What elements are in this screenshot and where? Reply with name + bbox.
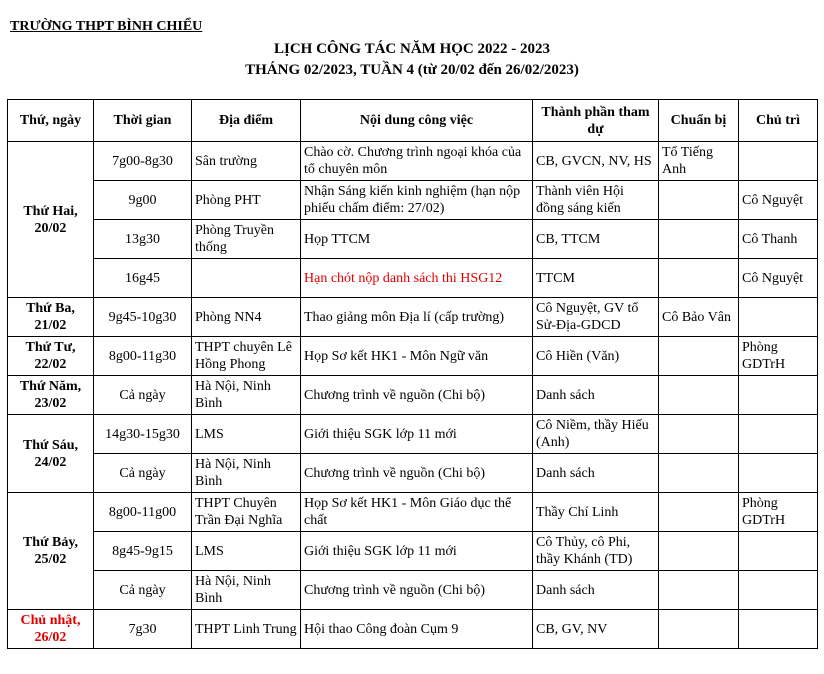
place-cell: LMS xyxy=(192,532,301,571)
day-name: Thứ Hai, xyxy=(23,203,78,219)
host-cell xyxy=(739,376,818,415)
time-cell: 13g30 xyxy=(94,220,192,259)
participants-cell: Cô Hiền (Văn) xyxy=(533,337,659,376)
day-name: Thứ Năm, xyxy=(19,379,82,394)
col-header-participants: Thành phần tham dự xyxy=(533,100,659,142)
prep-cell xyxy=(659,454,739,493)
host-cell xyxy=(739,415,818,454)
place-cell: THPT Chuyên Trần Đại Nghĩa xyxy=(192,493,301,532)
day-name: Thứ Sáu, xyxy=(22,437,79,453)
participants-cell: CB, TTCM xyxy=(533,220,659,259)
participants-cell: CB, GVCN, NV, HS xyxy=(533,142,659,181)
host-cell: Cô Nguyệt xyxy=(739,181,818,220)
prep-cell xyxy=(659,532,739,571)
time-cell: Cả ngày xyxy=(94,454,192,493)
col-header-day: Thứ, ngày xyxy=(8,100,94,142)
prep-cell: Cô Bảo Vân xyxy=(659,298,739,337)
host-cell xyxy=(739,298,818,337)
content-cell: Hội thao Công đoàn Cụm 9 xyxy=(301,610,533,649)
col-header-host: Chủ trì xyxy=(739,100,818,142)
host-cell: Cô Thanh xyxy=(739,220,818,259)
host-cell xyxy=(739,610,818,649)
col-header-content: Nội dung công việc xyxy=(301,100,533,142)
prep-cell xyxy=(659,259,739,298)
content-cell: Chương trình về nguồn (Chi bộ) xyxy=(301,571,533,610)
content-cell: Nhận Sáng kiến kinh nghiệm (hạn nộp phiếu chấm điểm: 27/02) xyxy=(301,181,533,220)
day-date: 26/02 xyxy=(34,630,67,645)
schedule-table xyxy=(7,99,818,649)
content-cell: Thao giảng môn Địa lí (cấp trường) xyxy=(301,298,533,337)
day-date: 22/02 xyxy=(34,357,67,372)
day-name: Thứ Ba, xyxy=(26,301,75,316)
content-cell: Chào cờ. Chương trình ngoại khóa của tổ chuyên môn xyxy=(301,142,533,181)
day-date: 20/02 xyxy=(34,220,67,236)
day-date: 23/02 xyxy=(34,396,67,411)
prep-cell xyxy=(659,610,739,649)
col-header-prep: Chuẩn bị xyxy=(659,100,739,142)
prep-cell xyxy=(659,220,739,259)
content-cell: Chương trình về nguồn (Chi bộ) xyxy=(301,376,533,415)
day-date: 21/02 xyxy=(34,318,67,333)
day-cell xyxy=(8,610,94,649)
schedule-body xyxy=(8,142,818,649)
place-cell: Phòng Truyền thống xyxy=(192,220,301,259)
content-cell: Họp Sơ kết HK1 - Môn Giáo dục thể chất xyxy=(301,493,533,532)
table-row xyxy=(8,142,818,181)
content-cell: Giới thiệu SGK lớp 11 mới xyxy=(301,415,533,454)
day-cell xyxy=(8,298,94,337)
day-cell xyxy=(8,337,94,376)
school-name: TRƯỜNG THPT BÌNH CHIỂU xyxy=(10,19,203,34)
place-cell: THPT Linh Trung xyxy=(192,610,301,649)
content-cell: Hạn chót nộp danh sách thi HSG12 xyxy=(301,259,533,298)
table-row xyxy=(8,220,818,259)
participants-cell: TTCM xyxy=(533,259,659,298)
place-cell: Phòng PHT xyxy=(192,181,301,220)
day-name: Chủ nhật, xyxy=(20,613,81,628)
time-cell: 8g45-9g15 xyxy=(94,532,192,571)
time-cell: Cả ngày xyxy=(94,571,192,610)
content-cell: Chương trình về nguồn (Chi bộ) xyxy=(301,454,533,493)
table-row xyxy=(8,376,818,415)
prep-cell xyxy=(659,181,739,220)
place-cell: Phòng NN4 xyxy=(192,298,301,337)
prep-cell xyxy=(659,571,739,610)
host-cell xyxy=(739,532,818,571)
table-row xyxy=(8,532,818,571)
day-name: Thứ Bảy, xyxy=(22,535,79,550)
day-cell xyxy=(8,376,94,415)
participants-cell: Cô Thủy, cô Phi, thầy Khánh (TD) xyxy=(533,532,659,571)
prep-cell xyxy=(659,493,739,532)
schedule-title: LỊCH CÔNG TÁC NĂM HỌC 2022 - 2023 xyxy=(274,41,550,57)
host-cell xyxy=(739,454,818,493)
day-date: 25/02 xyxy=(34,552,67,567)
place-cell xyxy=(192,259,301,298)
day-date: 24/02 xyxy=(34,454,67,470)
time-cell: Cả ngày xyxy=(94,376,192,415)
participants-cell: Cô Nguyệt, GV tổ Sử-Địa-GDCD xyxy=(533,298,659,337)
table-row xyxy=(8,415,818,454)
participants-cell: Thành viên Hội đồng sáng kiến xyxy=(533,181,659,220)
participants-cell: Danh sách xyxy=(533,571,659,610)
table-row xyxy=(8,610,818,649)
time-cell: 16g45 xyxy=(94,259,192,298)
table-row xyxy=(8,571,818,610)
host-cell: Phòng GDTrH xyxy=(739,337,818,376)
col-header-time: Thời gian xyxy=(94,100,192,142)
place-cell: Hà Nội, Ninh Bình xyxy=(192,454,301,493)
participants-cell: Danh sách xyxy=(533,376,659,415)
content-cell: Họp Sơ kết HK1 - Môn Ngữ văn xyxy=(301,337,533,376)
time-cell: 8g00-11g00 xyxy=(94,493,192,532)
table-row xyxy=(8,259,818,298)
time-cell: 7g30 xyxy=(94,610,192,649)
schedule-subtitle: THÁNG 02/2023, TUẦN 4 (từ 20/02 đến 26/02/2023) xyxy=(245,62,579,78)
time-cell: 9g00 xyxy=(94,181,192,220)
table-row xyxy=(8,493,818,532)
table-row xyxy=(8,454,818,493)
time-cell: 8g00-11g30 xyxy=(94,337,192,376)
host-cell: Cô Nguyệt xyxy=(739,259,818,298)
participants-cell: Thầy Chí Linh xyxy=(533,493,659,532)
day-cell xyxy=(8,415,94,493)
prep-cell xyxy=(659,337,739,376)
time-cell: 9g45-10g30 xyxy=(94,298,192,337)
content-cell: Họp TTCM xyxy=(301,220,533,259)
col-header-place: Địa điểm xyxy=(192,100,301,142)
content-cell: Giới thiệu SGK lớp 11 mới xyxy=(301,532,533,571)
participants-cell: Danh sách xyxy=(533,454,659,493)
table-row xyxy=(8,298,818,337)
prep-cell xyxy=(659,415,739,454)
day-cell xyxy=(8,493,94,610)
place-cell: Hà Nội, Ninh Bình xyxy=(192,571,301,610)
prep-cell: Tổ Tiếng Anh xyxy=(659,142,739,181)
participants-cell: Cô Niềm, thầy Hiếu (Anh) xyxy=(533,415,659,454)
host-cell xyxy=(739,142,818,181)
table-row xyxy=(8,337,818,376)
day-cell xyxy=(8,142,94,298)
place-cell: Sân trường xyxy=(192,142,301,181)
time-cell: 14g30-15g30 xyxy=(94,415,192,454)
time-cell: 7g00-8g30 xyxy=(94,142,192,181)
table-row xyxy=(8,181,818,220)
host-cell xyxy=(739,571,818,610)
place-cell: LMS xyxy=(192,415,301,454)
participants-cell: CB, GV, NV xyxy=(533,610,659,649)
host-cell: Phòng GDTrH xyxy=(739,493,818,532)
place-cell: Hà Nội, Ninh Bình xyxy=(192,376,301,415)
place-cell: THPT chuyên Lê Hồng Phong xyxy=(192,337,301,376)
day-name: Thứ Tư, xyxy=(25,340,76,355)
prep-cell xyxy=(659,376,739,415)
